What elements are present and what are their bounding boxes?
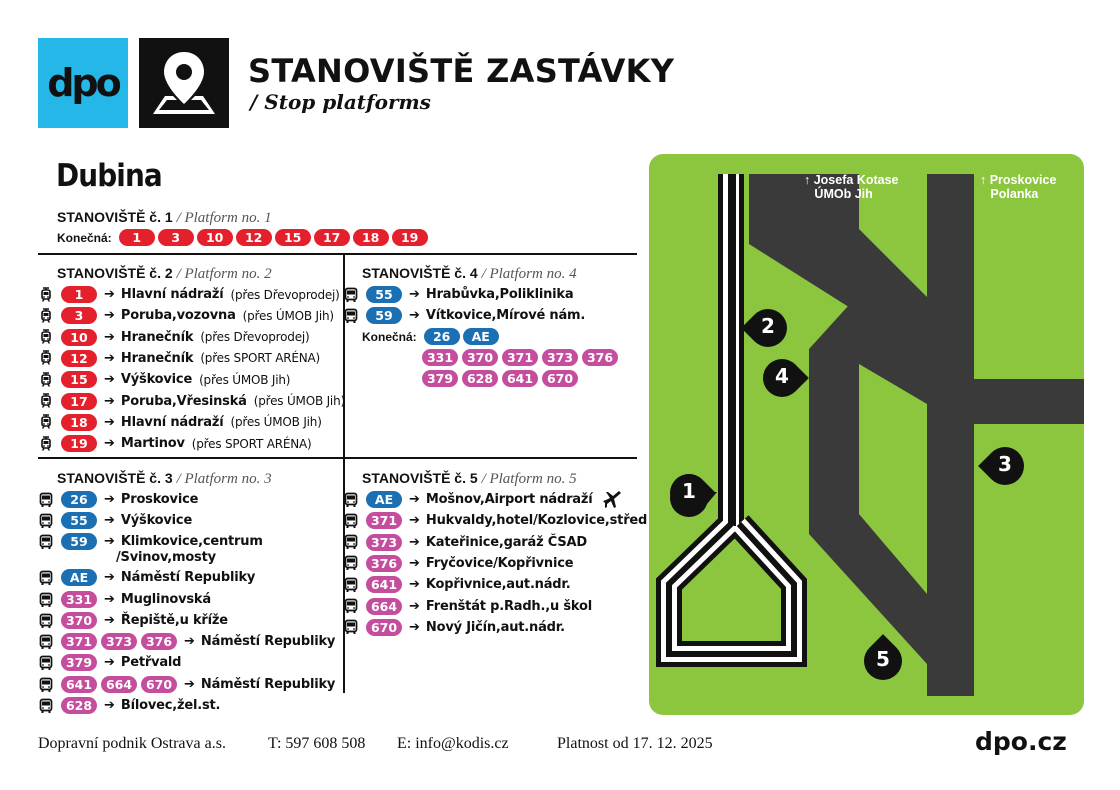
route-destination: Poruba,vozovna — [120, 308, 236, 324]
bus-icon — [38, 655, 57, 671]
tram-icon — [38, 414, 57, 430]
platform-marker-5-label: 5 — [876, 647, 890, 671]
platform-marker-1-label: 1 — [682, 479, 696, 503]
line-badge: 18 — [353, 229, 389, 246]
line-badge: 12 — [236, 229, 272, 246]
route-row — [38, 632, 335, 651]
bus-icon — [343, 287, 362, 303]
line-badge: 628 — [61, 697, 97, 714]
route-row — [38, 349, 320, 368]
line-badge: 18 — [61, 414, 97, 431]
route-destination: Hlavní nádraží — [120, 414, 224, 430]
route-row — [343, 618, 565, 637]
arrow-right-icon: ➔ — [409, 534, 420, 550]
route-destination: Klimkovice,centrum — [120, 534, 263, 549]
line-badge: 370 — [462, 349, 498, 366]
arrow-right-icon: ➔ — [409, 492, 420, 507]
tram-icon — [38, 372, 57, 388]
terminal-label: Konečná: — [362, 329, 417, 344]
line-badge: 55 — [366, 286, 402, 303]
route-destination: Kopřivnice,aut.nádr. — [425, 577, 571, 593]
route-row — [38, 511, 192, 530]
route-via: (přes ÚMOB Jih) — [199, 372, 291, 387]
route-destination: Hrabůvka,Poliklinika — [425, 287, 574, 302]
line-badge: 376 — [141, 633, 177, 650]
route-destination: Petřvald — [120, 655, 182, 670]
map-graphic — [649, 154, 1084, 715]
dpo-logo: dpo — [38, 38, 128, 128]
route-via: (přes Dřevoprodej) — [200, 330, 310, 345]
route-destination: Náměstí Republiky — [120, 570, 256, 585]
line-badge: 379 — [61, 654, 97, 671]
route-row — [38, 328, 310, 347]
arrow-right-icon: ➔ — [409, 619, 420, 635]
arrow-right-icon: ➔ — [104, 308, 115, 324]
route-via: (přes ÚMOB Jih) — [242, 308, 334, 323]
arrow-right-icon: ➔ — [184, 677, 195, 692]
route-row — [38, 490, 198, 509]
route-row — [38, 392, 345, 411]
bus-icon — [343, 534, 362, 550]
line-badge: 376 — [582, 349, 618, 366]
tram-icon — [38, 393, 57, 409]
arrow-right-icon: ➔ — [409, 287, 420, 302]
line-badge: 664 — [366, 598, 402, 615]
stop-name: Dubina — [56, 158, 162, 194]
arrow-right-icon: ➔ — [104, 492, 115, 507]
platform-5-label-en: / Platform no. 5 — [481, 471, 577, 487]
tram-icon — [38, 287, 57, 303]
footer-email: E: info@kodis.cz — [397, 735, 509, 752]
route-row — [343, 306, 585, 325]
arrow-right-icon: ➔ — [104, 570, 115, 585]
tram-icon — [38, 308, 57, 324]
line-badge: 371 — [366, 512, 402, 529]
location-pin-icon — [139, 38, 229, 128]
arrow-right-icon: ➔ — [409, 577, 420, 593]
line-badge: 331 — [422, 349, 458, 366]
route-row — [38, 413, 322, 432]
route-destination: Hlavní nádraží — [120, 287, 224, 302]
route-destination: Hranečník — [120, 329, 194, 345]
line-badge: AE — [366, 491, 402, 508]
stop-map — [649, 154, 1084, 715]
arrow-right-icon: ➔ — [104, 534, 115, 549]
divider — [38, 253, 637, 255]
line-badge: 331 — [61, 591, 97, 608]
arrow-right-icon: ➔ — [104, 592, 115, 607]
bus-icon — [38, 534, 57, 550]
line-badge: 1 — [119, 229, 155, 246]
arrow-right-icon: ➔ — [104, 350, 115, 366]
route-row — [38, 590, 211, 609]
line-badge: 15 — [275, 229, 311, 246]
arrow-right-icon: ➔ — [104, 414, 115, 430]
route-row — [38, 306, 334, 325]
line-badge: 15 — [61, 371, 97, 388]
route-row — [343, 511, 647, 530]
line-badge: 670 — [141, 676, 177, 693]
bus-icon — [343, 555, 362, 571]
line-badge: 641 — [366, 576, 402, 593]
bus-icon — [38, 570, 57, 586]
line-badge: AE — [463, 328, 499, 345]
route-via: (přes Dřevoprodej) — [230, 287, 340, 302]
line-badge: 3 — [61, 307, 97, 324]
bus-icon — [343, 619, 362, 635]
footer-phone: T: 597 608 508 — [268, 735, 366, 752]
platform-1-label-en: / Platform no. 1 — [176, 210, 272, 226]
platform-1-heading — [57, 209, 272, 227]
arrow-right-icon: ➔ — [104, 393, 115, 409]
line-badge: 664 — [101, 676, 137, 693]
footer-validity: Platnost od 17. 12. 2025 — [557, 735, 713, 752]
platform-4-terminal-row — [362, 328, 499, 345]
route-via: (přes SPORT ARÉNA) — [191, 436, 312, 451]
route-destination: Bílovec,žel.st. — [120, 698, 221, 713]
route-row — [343, 575, 571, 594]
route-row — [38, 370, 290, 389]
route-destination: Nový Jičín,aut.nádr. — [425, 619, 565, 635]
bus-icon — [343, 577, 362, 593]
bus-icon — [38, 592, 57, 608]
platform-3-heading — [57, 470, 272, 488]
route-destination-continued: /Svinov,mosty — [116, 550, 216, 565]
platform-4-heading — [362, 265, 577, 283]
bus-icon — [38, 492, 57, 508]
platform-5-heading — [362, 470, 577, 488]
platform-2-heading — [57, 265, 272, 283]
route-via: (přes ÚMOB Jih) — [230, 415, 322, 430]
line-badge: 670 — [542, 370, 578, 387]
platform-1-terminal-row — [57, 229, 428, 246]
line-badge: 10 — [61, 329, 97, 346]
page-title: STANOVIŠTĚ ZASTÁVKY — [248, 52, 675, 90]
route-destination: Muglinovská — [120, 592, 211, 607]
tram-icon — [38, 436, 57, 452]
tram-icon — [38, 350, 57, 366]
line-badge: 26 — [61, 491, 97, 508]
arrow-right-icon: ➔ — [104, 655, 115, 670]
line-badge: 59 — [366, 307, 402, 324]
route-destination: Hukvaldy,hotel/Kozlovice,střed — [425, 513, 648, 529]
route-destination: Proskovice — [120, 492, 199, 507]
route-destination: Náměstí Republiky — [200, 677, 336, 692]
arrow-right-icon: ➔ — [104, 436, 115, 452]
route-destination: Výškovice — [120, 372, 193, 388]
line-badge: 55 — [61, 512, 97, 529]
bus-icon — [38, 677, 57, 693]
platform-1-label: STANOVIŠTĚ č. 1 — [57, 209, 173, 225]
arrow-right-icon: ➔ — [104, 613, 115, 628]
route-row — [343, 533, 587, 552]
arrow-right-icon: ➔ — [409, 308, 420, 323]
bus-icon — [343, 598, 362, 614]
route-destination: Hranečník — [120, 350, 194, 366]
route-destination: Martinov — [120, 436, 185, 452]
line-badge: 1 — [61, 286, 97, 303]
route-row — [38, 653, 181, 672]
platform-marker-3-label: 3 — [998, 452, 1012, 476]
platform-2-label: STANOVIŠTĚ č. 2 — [57, 265, 173, 281]
divider — [38, 457, 637, 459]
platform-marker-2-label: 2 — [761, 314, 775, 338]
map-direction-label-right: ↑ Proskovice Polanka — [980, 173, 1057, 201]
terminal-label: Konečná: — [57, 230, 112, 245]
line-badge: 373 — [542, 349, 578, 366]
footer-company: Dopravní podnik Ostrava a.s. — [38, 735, 226, 752]
line-badge: 17 — [61, 393, 97, 410]
line-badge: 370 — [61, 612, 97, 629]
route-row — [38, 532, 263, 551]
arrow-right-icon: ➔ — [409, 555, 420, 571]
footer-url[interactable]: dpo.cz — [975, 727, 1067, 756]
line-badge: 19 — [392, 229, 428, 246]
route-row — [38, 611, 228, 630]
airplane-icon — [597, 491, 623, 509]
platform-5-label: STANOVIŠTĚ č. 5 — [362, 470, 478, 486]
route-row — [343, 285, 573, 304]
bus-icon — [38, 634, 57, 650]
platform-4-label-en: / Platform no. 4 — [481, 266, 577, 282]
route-destination: Náměstí Republiky — [200, 634, 336, 649]
line-badge: 3 — [158, 229, 194, 246]
route-destination: Fryčovice/Kopřivnice — [425, 555, 574, 571]
arrow-right-icon: ➔ — [104, 698, 115, 713]
route-destination: Vítkovice,Mírové nám. — [425, 308, 586, 323]
platform-2-label-en: / Platform no. 2 — [176, 266, 272, 282]
bus-icon — [343, 513, 362, 529]
bus-icon — [38, 513, 57, 529]
map-direction-label-left: ↑ Josefa Kotase ÚMOb Jih — [804, 173, 899, 201]
line-badge: 376 — [366, 555, 402, 572]
bus-icon — [343, 492, 362, 508]
bus-icon — [343, 308, 362, 324]
platform-marker-4-label: 4 — [775, 364, 789, 388]
route-via: (přes SPORT ARÉNA) — [200, 351, 321, 366]
route-row — [343, 597, 592, 616]
platform-3-label: STANOVIŠTĚ č. 3 — [57, 470, 173, 486]
route-row — [38, 675, 335, 694]
route-via: (přes ÚMOB Jih) — [253, 394, 345, 408]
route-destination: Poruba,Vřesinská — [120, 393, 247, 409]
bus-icon — [38, 613, 57, 629]
route-row — [38, 696, 220, 715]
arrow-right-icon: ➔ — [184, 634, 195, 649]
line-badge: 670 — [366, 619, 402, 636]
tram-icon — [38, 329, 57, 345]
platform-4-label: STANOVIŠTĚ č. 4 — [362, 265, 478, 281]
route-destination: Mošnov,Airport nádraží — [425, 492, 593, 507]
line-badge: 373 — [366, 534, 402, 551]
line-badge: 373 — [101, 633, 137, 650]
route-row — [343, 554, 573, 573]
route-row — [38, 285, 340, 304]
line-badge: 10 — [197, 229, 233, 246]
line-badge: 641 — [502, 370, 538, 387]
arrow-right-icon: ➔ — [104, 513, 115, 528]
page-subtitle: / Stop platforms — [250, 90, 431, 114]
line-badge: 371 — [502, 349, 538, 366]
platform-4-terminal-badges — [422, 349, 618, 387]
route-row — [38, 434, 312, 453]
route-destination: Řepiště,u kříže — [120, 613, 228, 628]
route-destination: Kateřinice,garáž ČSAD — [425, 534, 587, 550]
route-destination: Frenštát p.Radh.,u škol — [425, 598, 592, 614]
line-badge: 26 — [424, 328, 460, 345]
line-badge: 19 — [61, 435, 97, 452]
arrow-right-icon: ➔ — [409, 598, 420, 614]
route-destination: Výškovice — [120, 513, 193, 528]
line-badge: 641 — [61, 676, 97, 693]
line-badge: 371 — [61, 633, 97, 650]
line-badge: AE — [61, 569, 97, 586]
line-badge: 12 — [61, 350, 97, 367]
platform-3-label-en: / Platform no. 3 — [176, 471, 272, 487]
line-badge: 59 — [61, 533, 97, 550]
line-badge: 17 — [314, 229, 350, 246]
arrow-right-icon: ➔ — [104, 329, 115, 345]
arrow-right-icon: ➔ — [104, 287, 115, 302]
arrow-right-icon: ➔ — [104, 372, 115, 388]
bus-icon — [38, 698, 57, 714]
line-badge: 628 — [462, 370, 498, 387]
line-badge: 379 — [422, 370, 458, 387]
route-row — [343, 490, 623, 509]
route-row — [38, 568, 255, 587]
arrow-right-icon: ➔ — [409, 513, 420, 529]
